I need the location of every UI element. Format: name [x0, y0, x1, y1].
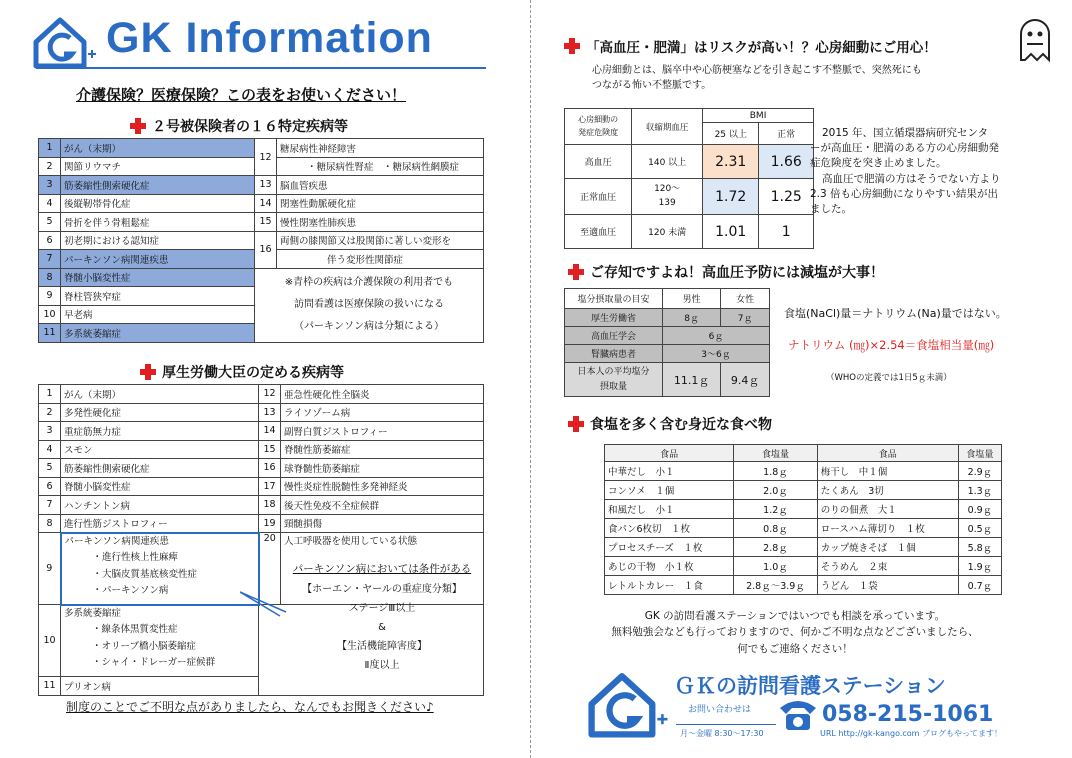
phone-icon	[776, 694, 820, 734]
table-row	[605, 538, 1002, 557]
table-cell: ライソゾーム病	[281, 403, 484, 422]
table-cell: 8ｇ	[663, 309, 721, 327]
who-definition: （WHOの定義では1日5ｇ未満）	[826, 373, 952, 383]
table-cell: 梅干し 中１個	[817, 462, 958, 481]
table-cell: 正常血圧	[565, 179, 632, 215]
table-cell: 多系統萎縮症	[61, 324, 255, 343]
table-row	[565, 345, 770, 363]
table-row	[39, 422, 484, 441]
table-cell: 11.1ｇ	[663, 363, 721, 397]
table-cell: 6	[39, 231, 61, 250]
left-footer: 制度のことでご不明な点がありましたら、なんでもお聞きください♪	[66, 700, 434, 714]
table-cell: 脊柱管狭窄症	[61, 287, 255, 306]
page-subtitle: 介護保険？医療保険？この表をお使いください！	[76, 86, 407, 104]
table-cell: 多発性硬化症	[61, 403, 259, 422]
table-cell: 高血圧	[565, 145, 632, 179]
table-cell: 高血圧学会	[565, 327, 663, 345]
table-row	[39, 514, 484, 533]
table-cell: 収縮期血圧	[632, 109, 703, 145]
table-cell: 早老病	[61, 305, 255, 324]
sodium-note: 食塩(NaCl)量＝ナトリウム(Na)量ではない。	[784, 307, 1007, 320]
table-cell: 5.8ｇ	[958, 538, 1001, 557]
table-cell: 糖尿病性神経障害	[277, 139, 484, 158]
station-name: ＧＫの訪問看護ステーション	[674, 674, 946, 698]
table-row	[565, 179, 814, 215]
table-cell: 女性	[721, 289, 770, 309]
table-cell: 人工呼吸器を使用している状態	[281, 533, 484, 605]
specific-disease-table	[38, 138, 484, 343]
table-cell: 1	[759, 215, 814, 249]
table-cell: 多系統萎縮症 ・線条体黒質変性症 ・オリーブ橋小脳萎縮症 ・シャイ・ドレーガー症候群	[61, 605, 259, 677]
table-cell: カップ焼きそば １個	[817, 538, 958, 557]
table-row	[39, 385, 484, 404]
office-hours: 月〜金曜 8:30〜17:30	[680, 729, 764, 738]
table-cell: 心房細動の 発症危険度	[565, 109, 632, 145]
table-cell: 筋萎縮性側索硬化症	[61, 176, 255, 195]
table-row	[565, 327, 770, 345]
table-cell: 1.72	[703, 179, 759, 215]
table-cell: 3	[39, 422, 61, 441]
table-cell: 2	[39, 157, 61, 176]
table-row	[39, 403, 484, 422]
red-cross-icon	[130, 118, 146, 134]
table-row	[39, 176, 484, 195]
table-cell: 13	[255, 176, 277, 195]
table-cell: 6	[39, 477, 61, 496]
table-row	[39, 139, 484, 158]
table-cell: 19	[259, 514, 281, 533]
title-underline	[36, 67, 486, 69]
table-cell: 食塩量	[958, 445, 1001, 462]
table-cell: ハンチントン病	[61, 496, 259, 515]
table-cell: 正常	[759, 123, 814, 145]
table-cell: 2	[39, 403, 61, 422]
table-cell: 3	[39, 176, 61, 195]
table-cell: 腎臓病患者	[565, 345, 663, 363]
table-cell: 13	[259, 403, 281, 422]
section3-heading: 「高血圧・肥満」はリスクが高い！？心房細動にご用心！	[564, 36, 937, 56]
table-row	[39, 477, 484, 496]
table-cell: 慢性閉塞性肺疾患	[277, 213, 484, 232]
table-cell: 脊髄小脳変性症	[61, 268, 255, 287]
table-cell: 至適血圧	[565, 215, 632, 249]
contact-message: GK の訪問看護ステーションではいつでも相談を承っています。 無料勉強会なども行っておりますので、何かご不明な点などございましたら、 何でもご連絡ください！	[611, 610, 979, 655]
table-cell: パーキンソン病関連疾患 ・進行性核上性麻痺 ・大脳皮質基底核変性症 ・パーキンソン病	[61, 533, 259, 605]
table-cell: 日本人の平均塩分 摂取量	[565, 363, 663, 397]
table-cell: 3〜6ｇ	[663, 345, 770, 363]
table-cell: 伴う変形性関節症	[277, 250, 484, 269]
red-cross-icon	[568, 416, 584, 432]
table-cell: 25 以上	[703, 123, 759, 145]
table-cell: 20	[259, 533, 281, 605]
table-cell: ※青枠の疾病は介護保険の利用者でも 訪問看護は医療保険の扱いになる （パーキンソン病は分類による）	[255, 268, 484, 342]
table-cell: 脊髄小脳変性症	[61, 477, 259, 496]
table-cell: 120 未満	[632, 215, 703, 249]
table-cell: 副腎白質ジストロフィー	[281, 422, 484, 441]
gk-house-logo-icon	[30, 14, 98, 70]
table-cell: そうめん ２束	[817, 557, 958, 576]
table-cell: 重症筋無力症	[61, 422, 259, 441]
table-cell: 0.8ｇ	[734, 519, 817, 538]
table-cell: 和風だし 小１	[605, 500, 734, 519]
table-cell: 2.0ｇ	[734, 481, 817, 500]
table-cell: 中華だし 小１	[605, 462, 734, 481]
table-cell: がん（末期）	[61, 385, 259, 404]
section1-heading: ２号被保険者の１６特定疾病等	[130, 116, 348, 136]
parkinson-condition-note: パーキンソン病においては条件がある 【ホーエン・ヤールの重症度分類】 ステージⅢ以上 & 【生活機能障害度】 Ⅱ度以上	[292, 563, 472, 671]
table-cell: 16	[259, 459, 281, 478]
table-cell: 後天性免疫不全症候群	[281, 496, 484, 515]
table-cell: 脳血管疾患	[277, 176, 484, 195]
section5-heading: 食塩を多く含む身近な食べ物	[568, 414, 772, 434]
table-row	[565, 215, 814, 249]
table-cell: 4	[39, 440, 61, 459]
table-cell: 120〜 139	[632, 179, 703, 215]
red-cross-icon	[564, 38, 580, 54]
table-cell: 進行性筋ジストロフィー	[61, 514, 259, 533]
afib-intro: 心房細動とは、脳卒中や心筋梗塞などを引き起こす不整脈で、突然死にも つながる怖い不整脈です。	[592, 65, 922, 91]
table-cell: 15	[255, 213, 277, 232]
section4-heading: ご存知ですよね！高血圧予防には減塩が大事！	[568, 262, 884, 282]
table-row	[39, 213, 484, 232]
table-cell: 初老期における認知症	[61, 231, 255, 250]
table-row	[565, 363, 770, 397]
table-cell: 亜急性硬化性全脳炎	[281, 385, 484, 404]
inquiry-label: お問い合わせは	[688, 705, 752, 715]
table-row	[39, 440, 484, 459]
table-cell: 4	[39, 194, 61, 213]
table-cell: 5	[39, 213, 61, 232]
table-cell: 球脊髄性筋萎縮症	[281, 459, 484, 478]
table-row	[605, 519, 1002, 538]
table-cell: 食塩量	[734, 445, 817, 462]
table-cell: 8	[39, 514, 61, 533]
section2-heading: 厚生労働大臣の定める疾病等	[140, 362, 344, 382]
salt-intake-table	[564, 288, 770, 397]
table-cell: BMI	[703, 109, 814, 123]
table-row	[565, 145, 814, 179]
table-cell: 後縦靭帯骨化症	[61, 194, 255, 213]
table-row	[605, 557, 1002, 576]
left-panel	[0, 0, 530, 758]
table-cell: 10	[39, 305, 61, 324]
table-row	[565, 289, 770, 309]
table-row	[605, 462, 1002, 481]
table-cell: 塩分摂取量の目安	[565, 289, 663, 309]
table-row	[605, 576, 1002, 595]
table-cell: 2.31	[703, 145, 759, 179]
table-cell: あじの干物 小１枚	[605, 557, 734, 576]
table-cell: 14	[255, 194, 277, 213]
table-cell: 16	[255, 231, 277, 268]
page-divider	[530, 0, 531, 758]
table-cell: 12	[259, 385, 281, 404]
table-row	[605, 445, 1002, 462]
table-cell: 18	[259, 496, 281, 515]
table-cell: プリオン病	[61, 677, 259, 696]
table-cell: 7	[39, 250, 61, 269]
table-cell: 両側の膝関節又は股関節に著しい変形を	[277, 231, 484, 250]
table-cell: 17	[259, 477, 281, 496]
table-cell: 6ｇ	[663, 327, 770, 345]
ghost-icon	[1015, 16, 1055, 64]
table-cell: プロセスチーズ １枚	[605, 538, 734, 557]
sodium-formula: ナトリウム (㎎)×2.54＝食塩相当量(㎎)	[788, 338, 995, 352]
table-cell: がん（末期）	[61, 139, 255, 158]
table-cell: ロースハム薄切り １枚	[817, 519, 958, 538]
table-cell: 5	[39, 459, 61, 478]
table-cell: 14	[259, 422, 281, 441]
table-cell: 2.8ｇ〜3.9ｇ	[734, 576, 817, 595]
table-row	[605, 500, 1002, 519]
table-cell: 9	[39, 287, 61, 306]
table-cell: 1	[39, 139, 61, 158]
table-row	[39, 268, 484, 287]
table-cell: 11	[39, 324, 61, 343]
table-cell: 1.2ｇ	[734, 500, 817, 519]
table-cell: 1.66	[759, 145, 814, 179]
gk-house-logo-icon	[584, 668, 670, 740]
table-cell: 食品	[817, 445, 958, 462]
table-cell: 7	[39, 496, 61, 515]
table-cell: 1	[39, 385, 61, 404]
table-cell: 9.4ｇ	[721, 363, 770, 397]
table-cell: 7ｇ	[721, 309, 770, 327]
table-cell: 1.9ｇ	[958, 557, 1001, 576]
table-cell: 骨折を伴う骨粗鬆症	[61, 213, 255, 232]
table-row	[565, 109, 814, 123]
page-title: GK Information	[106, 14, 433, 62]
table-row	[565, 309, 770, 327]
table-cell: 関節リウマチ	[61, 157, 255, 176]
table-cell: のりの佃煮 大１	[817, 500, 958, 519]
table-cell: 1.01	[703, 215, 759, 249]
afib-study-text: 2015 年、国立循環器病研究センタ ーが高血圧・肥満のある方の心房細動発 症危険度を突き止めました。 高血圧で肥満の方はそうでない方より 2.3 倍も心房細動になりやすい結果が出 ました。	[810, 127, 1001, 216]
table-cell: 頸髄損傷	[281, 514, 484, 533]
table-cell: 12	[255, 139, 277, 176]
phone-number[interactable]: 058-215-1061	[822, 702, 994, 727]
table-cell: うどん １袋	[817, 576, 958, 595]
table-row	[39, 496, 484, 515]
table-row	[605, 481, 1002, 500]
table-cell: 食品	[605, 445, 734, 462]
table-cell: 脊髄性筋萎縮症	[281, 440, 484, 459]
table-cell: 男性	[663, 289, 721, 309]
table-cell: 1.25	[759, 179, 814, 215]
table-cell: 閉塞性動脈硬化症	[277, 194, 484, 213]
table-cell: 2.9ｇ	[958, 462, 1001, 481]
table-cell: 2.8ｇ	[734, 538, 817, 557]
hours-line	[676, 724, 776, 725]
table-cell: 1.3ｇ	[958, 481, 1001, 500]
table-cell: ・糖尿病性腎症 ・糖尿病性網膜症	[277, 157, 484, 176]
table-row	[39, 459, 484, 478]
table-cell: 0.9ｇ	[958, 500, 1001, 519]
table-cell: 140 以上	[632, 145, 703, 179]
table-cell: 10	[39, 605, 61, 677]
table-cell: たくあん 3切	[817, 481, 958, 500]
table-cell: 15	[259, 440, 281, 459]
table-cell: 0.5ｇ	[958, 519, 1001, 538]
table-row	[39, 194, 484, 213]
table-cell: 9	[39, 533, 61, 605]
red-cross-icon	[568, 264, 584, 280]
table-cell: 慢性炎症性脱髄性多発神経炎	[281, 477, 484, 496]
table-cell: レトルトカレー １食	[605, 576, 734, 595]
table-cell: コンソメ １個	[605, 481, 734, 500]
table-row	[39, 231, 484, 250]
red-cross-icon	[140, 364, 156, 380]
table-cell: 11	[39, 677, 61, 696]
table-cell: 8	[39, 268, 61, 287]
table-cell: 1.8ｇ	[734, 462, 817, 481]
salty-foods-table	[604, 444, 1002, 595]
table-cell: 0.7ｇ	[958, 576, 1001, 595]
table-cell: 1.0ｇ	[734, 557, 817, 576]
bmi-risk-table	[564, 108, 814, 249]
website-url[interactable]: URL http://gk-kango.com ブログもやってます！	[820, 729, 1002, 738]
table-cell: パーキンソン病関連疾患	[61, 250, 255, 269]
table-cell: 食パン6枚切 １枚	[605, 519, 734, 538]
table-cell: 厚生労働省	[565, 309, 663, 327]
table-cell: 筋萎縮性側索硬化症	[61, 459, 259, 478]
table-cell: スモン	[61, 440, 259, 459]
